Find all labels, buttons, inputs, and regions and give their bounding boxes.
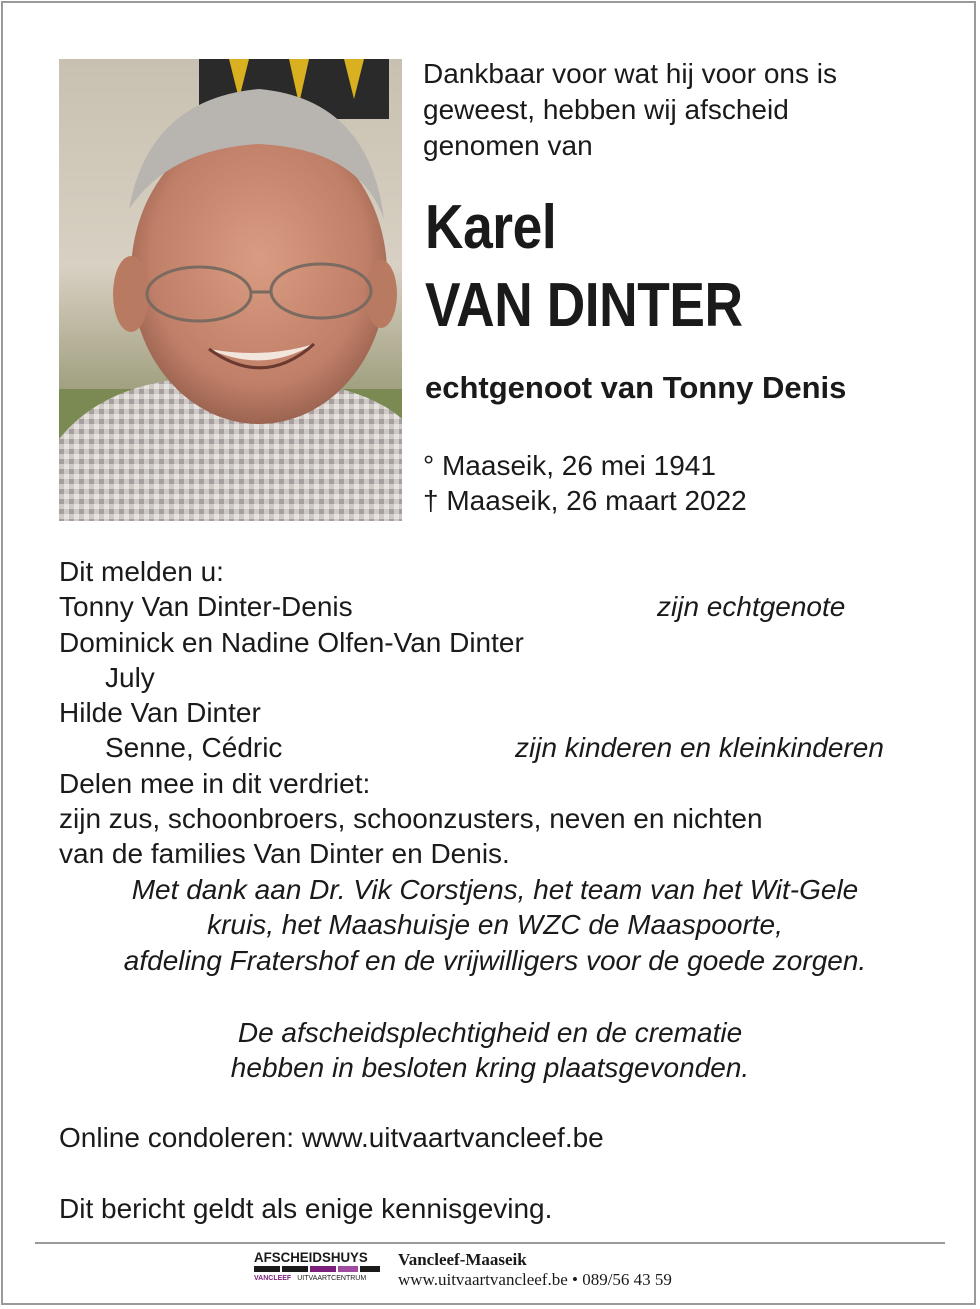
spouse-name: Tonny Van Dinter-Denis [59,591,353,623]
ceremony-line: hebben in besloten kring plaatsgevonden. [230,1052,750,1084]
logo-sub-b: UITVAARTCENTRUM [297,1275,367,1282]
family-section [59,554,929,872]
online-condolence: Online condoleren: www.uitvaartvancleef.be [59,1122,604,1153]
deceased-last-name: VAN DINTER [425,271,743,340]
thanks-line: kruis, het Maashuisje en WZC de Maaspoorte, [207,909,783,941]
family-row-spouse [59,589,929,624]
share-label: Delen mee in dit verdriet: [59,767,371,799]
intro-line: Dankbaar voor wat hij voor ons is [423,58,837,89]
thanks-text [5,872,980,978]
grandchildren-names: Senne, Cédric [105,732,283,764]
spouse-role: zijn echtgenote [657,591,846,623]
family-row-child: Hilde Van Dinter [59,697,261,729]
firm-contact: www.uitvaartvancleef.be • 089/56 43 59 [398,1270,672,1289]
logo-title: AFSCHEIDSHUYS [254,1249,368,1265]
firm-name: Vancleef-Maaseik [398,1250,527,1269]
death-date: † Maaseik, 26 maart 2022 [423,485,747,516]
logo-sub-a: VANCLEEF [254,1275,292,1282]
deceased-first-name: Karel [425,193,557,262]
life-dates [423,448,747,518]
announce-label: Dit melden u: [59,556,224,587]
portrait-photo [59,59,402,521]
intro-line: genomen van [423,130,593,161]
notice-text: Dit bericht geldt als enige kennisgeving. [59,1193,553,1224]
spouse-line: echtgenoot van Tonny Denis [425,370,847,405]
footer-divider [35,1242,945,1244]
thanks-line: Met dank aan Dr. Vik Corstjens, het team van het Wit-Gele [131,874,859,905]
birth-date: ° Maaseik, 26 mei 1941 [423,450,716,481]
funeral-home-logo [254,1250,384,1290]
intro-text [423,56,943,164]
relatives-line: zijn zus, schoonbroers, schoonzusters, neven en nichten [59,803,763,835]
family-row-grandchild: July [105,661,155,693]
family-row-child: Dominick en Nadine Olfen-Van Dinter [59,626,524,658]
thanks-line: afdeling Fratershof en de vrijwilligers voor de goede zorgen. [123,944,867,976]
children-role: zijn kinderen en kleinkinderen [515,732,884,764]
logo-color-bars [254,1266,384,1272]
relatives-line: van de families Van Dinter en Denis. [59,838,510,870]
intro-line: geweest, hebben wij afscheid [423,94,789,125]
family-row-grandchildren [59,730,929,765]
ceremony-text [0,1015,980,1086]
funeral-home-contact [398,1250,672,1290]
ceremony-line: De afscheidsplechtigheid en de crematie [237,1017,743,1048]
